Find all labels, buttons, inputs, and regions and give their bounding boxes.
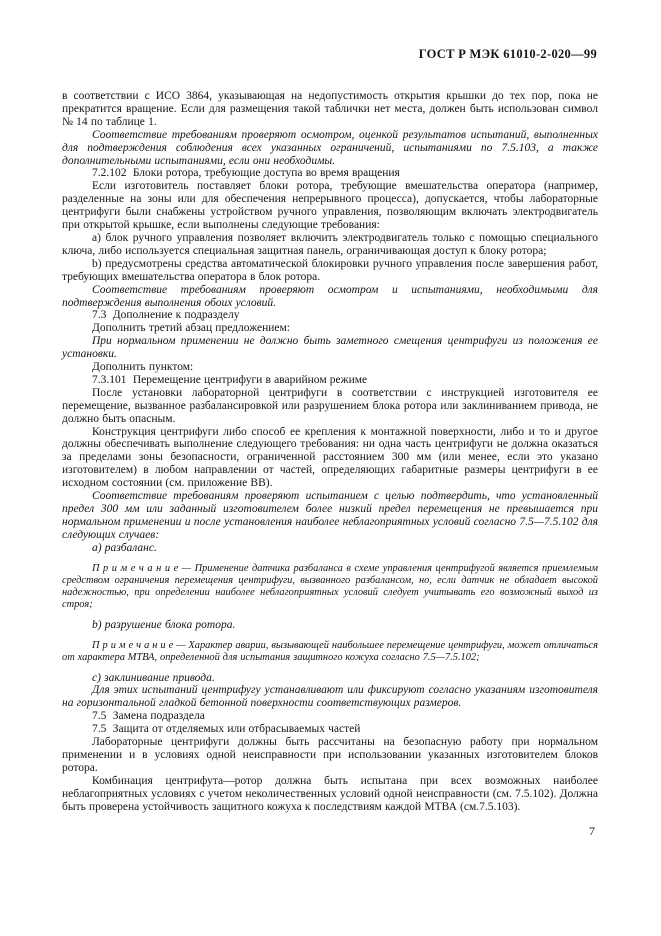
note-paragraph: П р и м е ч а н и е — Характер аварии, вызывающей наибольшее перемещение центрифуги, может отличаться от характера МТВА, определенной для испытания защитного кожуха согласно 7.5—7.5.102; xyxy=(62,639,598,663)
section-heading: 7.3 Дополнение к подразделу xyxy=(92,309,240,322)
paragraph: Дополнить пунктом: xyxy=(92,361,194,374)
page-number: 7 xyxy=(589,824,595,838)
paragraph: Дополнить третий абзац предложением: xyxy=(92,322,290,335)
paragraph: Конструкция центрифуги либо способ ее крепления к монтажной поверхности, либо и то и другое должны обеспечивать выполнение следующего требования: ни одна часть центрифуги не должна оказаться за пределами зоны безопасности, ограниченной расстоянием 300 мм (или менее, если это указано изготовителем) в любом направлении от частей, определяющих габаритные размеры центрифуги в ее исходном состоянии (см. приложение ВВ). xyxy=(62,425,598,490)
paragraph: Если изготовитель поставляет блоки ротора, требующие вмешательства оператора (например, разделенные на зоны или для обеспечения непрерывного процесса), допускается, чтобы лабораторные центрифуги были снабжены устройством ручного управления, позволяющим включать электродвигатель при открытой крышке, если выполнены следующие требования: xyxy=(62,180,598,232)
paragraph: Комбинация центрифута—ротор должна быть испытана при всех возможных наиболее неблагоприятных условиях с учетом неколичественных условий одной неисправности (см. 7.5.102). Должна быть проверена устойчивость защитного кожуха к последствиям каждой МТВА (см.7.5.103). xyxy=(62,774,598,813)
paragraph: Для этих испытаний центрифугу устанавливают или фиксируют согласно указаниям изготовителя на горизонтальной гладкой бетонной поверхности соответствующих размеров. xyxy=(62,684,598,710)
paragraph: в соответствии с ИСО 3864, указывающая на недопустимость открытия крышки до тех пор, пока не прекратится вращение. Если для размещения такой таблички нет места, должен быть использован символ № 14 по таблице 1. xyxy=(62,90,598,128)
paragraph: Соответствие требованиям проверяют осмотром, оценкой результатов испытаний, выполненных для подтверждения соблюдения всех указанных ограничений, испытаниями по 7.5.103, а также дополнительными испытаниями, если они необходимы. xyxy=(62,128,598,167)
paragraph: b) разрушение блока ротора. xyxy=(92,618,236,631)
paragraph: Лабораторные центрифуги должны быть рассчитаны на безопасную работу при нормальном применении и в условиях одной неисправности при использовании указанных изготовителем блоков ротора. xyxy=(62,736,598,774)
paragraph: Соответствие требованиям проверяют испытанием с целью подтвердить, что установленный предел 300 мм или заданный изготовителем более низкий предел перемещения не превышается при нормальном применении и после установления наиболее неблагоприятных условий согласно 7.5—7.5.102 для следующих случаев: xyxy=(62,490,598,541)
paragraph: Соответствие требованиям проверяют осмотром и испытаниями, необходимыми для подтверждения выполнения обоих условий. xyxy=(62,283,598,309)
paragraph: При нормальном применении не должно быть заметного смещения центрифуги из положения ее установки. xyxy=(62,335,598,361)
note-paragraph: П р и м е ч а н и е — Применение датчика разбаланса в схеме управления центрифугой является приемлемым средством ограничения перемещения центрифуги, вызванного разбалансом, но, если датчик не обладает высокой надежностью, при определении наиболее неблагоприятных условий следует учитывать его возможный выход из строя; xyxy=(62,562,598,610)
document-body xyxy=(62,90,598,814)
paragraph: b) предусмотрены средства автоматической блокировки ручного управления после завершения работ, требующих вмешательства оператора в блок ротора. xyxy=(62,257,598,283)
paragraph: а) блок ручного управления позволяет включить электродвигатель только с помощью специального ключа, либо используется специальная защитная панель, ограничивающая доступ к блоку ротора; xyxy=(62,231,598,257)
section-heading: 7.2.102 Блоки ротора, требующие доступа во время вращения xyxy=(92,167,400,180)
paragraph: с) заклинивание привода. xyxy=(92,671,215,684)
section-heading: 7.3.101 Перемещение центрифуги в аварийном режиме xyxy=(92,373,368,386)
paragraph: а) разбаланс. xyxy=(92,541,157,554)
section-heading: 7.5 Защита от отделяемых или отбрасываемых частей xyxy=(92,723,361,736)
section-heading: 7.5 Замена подраздела xyxy=(92,710,205,723)
paragraph: После установки лабораторной центрифуги в соответствии с инструкцией изготовителя ее перемещение, вызванное разбалансировкой или разрушением блока ротора или заклиниванием привода, не должно быть опасным. xyxy=(62,386,598,425)
document-standard-number: ГОСТ Р МЭК 61010-2-020—99 xyxy=(418,47,597,61)
